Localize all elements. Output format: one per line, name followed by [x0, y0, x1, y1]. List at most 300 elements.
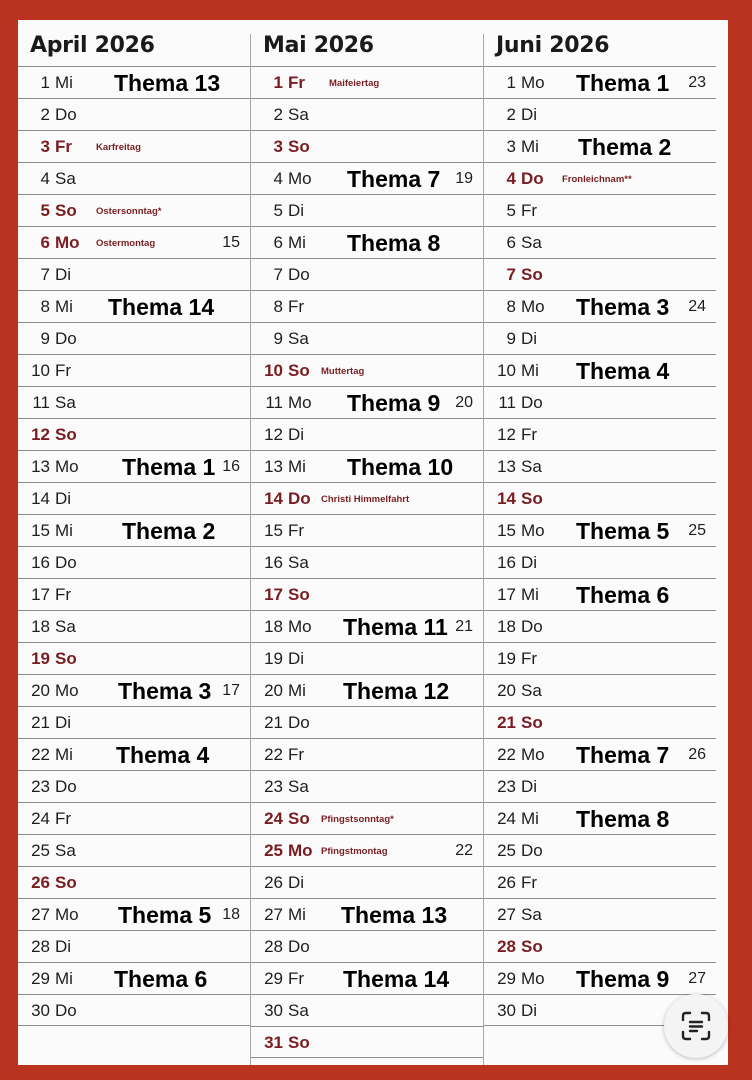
day-row — [251, 450, 483, 482]
day-row — [18, 450, 250, 482]
day-number: 1 — [506, 73, 516, 92]
day-number: 30 — [264, 1001, 283, 1020]
weekday: Mi — [288, 457, 306, 476]
weekday: Mi — [521, 809, 539, 828]
day-list — [251, 66, 483, 1058]
weekday: Mo — [55, 457, 79, 476]
day-number: 29 — [497, 969, 516, 988]
day-number: 12 — [497, 425, 516, 444]
weekday: Di — [521, 105, 538, 124]
month-title: Mai 2026 — [263, 33, 374, 58]
day-number: 20 — [31, 681, 50, 700]
topic-label: Thema 4 — [116, 742, 210, 768]
day-row — [18, 290, 250, 322]
day-row — [251, 98, 483, 130]
weekday: Di — [521, 553, 538, 572]
week-number: 24 — [688, 298, 706, 315]
day-number: 14 — [31, 489, 50, 508]
weekday: Do — [288, 265, 310, 284]
weekday: So — [288, 585, 310, 604]
weekday: Di — [521, 777, 538, 796]
day-number: 30 — [497, 1001, 516, 1020]
day-number: 24 — [497, 809, 516, 828]
day-number: 16 — [264, 553, 283, 572]
weekday: Mo — [521, 521, 545, 540]
day-row — [251, 1026, 483, 1058]
day-number: 15 — [31, 521, 50, 540]
day-number: 3 — [40, 137, 50, 156]
weekday: So — [288, 1033, 310, 1052]
day-number: 21 — [264, 713, 283, 732]
weekday: Sa — [288, 105, 309, 124]
topic-label: Thema 13 — [114, 70, 221, 96]
day-number: 31 — [264, 1033, 283, 1052]
day-row — [484, 66, 716, 98]
day-number: 3 — [506, 137, 516, 156]
week-number: 22 — [455, 842, 473, 859]
weekday: Di — [288, 649, 305, 668]
month-header — [484, 20, 716, 66]
weekday: So — [521, 713, 543, 732]
day-row — [251, 770, 483, 802]
weekday: Do — [521, 617, 543, 636]
day-number: 8 — [506, 297, 516, 316]
day-row — [251, 898, 483, 930]
holiday-name: Ostersonntag* — [96, 206, 162, 217]
weekday: Mi — [521, 137, 539, 156]
day-row — [484, 642, 716, 674]
day-number: 23 — [264, 777, 283, 796]
day-row — [18, 642, 250, 674]
day-number: 16 — [31, 553, 50, 572]
weekday: Di — [521, 329, 538, 348]
day-number: 10 — [497, 361, 516, 380]
month-column-april — [18, 20, 250, 1065]
day-row — [251, 482, 483, 514]
day-list — [18, 66, 250, 1026]
day-number: 11 — [32, 393, 50, 412]
day-row — [484, 706, 716, 738]
day-number: 21 — [31, 713, 50, 732]
day-number: 9 — [273, 329, 283, 348]
day-row — [251, 674, 483, 706]
day-row — [251, 386, 483, 418]
day-number: 18 — [31, 617, 50, 636]
month-header — [251, 20, 483, 66]
weekday: Sa — [521, 681, 542, 700]
day-row — [18, 386, 250, 418]
weekday: Do — [288, 937, 310, 956]
weekday: Mo — [55, 233, 80, 252]
day-number: 25 — [31, 841, 50, 860]
day-number: 24 — [264, 809, 283, 828]
weekday: Mo — [288, 169, 312, 188]
day-row — [484, 98, 716, 130]
day-number: 28 — [264, 937, 283, 956]
holiday-name: Muttertag — [321, 366, 365, 377]
day-number: 6 — [273, 233, 283, 252]
topic-label: Thema 4 — [576, 358, 670, 384]
day-row — [251, 258, 483, 290]
day-number: 26 — [497, 873, 516, 892]
day-row — [18, 834, 250, 866]
day-number: 14 — [264, 489, 283, 508]
day-row — [18, 66, 250, 98]
day-row — [18, 994, 250, 1026]
weekday: Di — [55, 937, 72, 956]
day-number: 20 — [264, 681, 283, 700]
weekday: Mi — [55, 745, 73, 764]
day-row — [484, 482, 716, 514]
day-row — [251, 930, 483, 962]
day-row — [251, 322, 483, 354]
day-row — [484, 866, 716, 898]
weekday: Mo — [55, 681, 79, 700]
topic-label: Thema 2 — [578, 134, 672, 160]
day-row — [18, 226, 250, 258]
day-number: 4 — [40, 169, 50, 188]
day-row — [251, 642, 483, 674]
day-row — [18, 322, 250, 354]
month-title: April 2026 — [30, 33, 155, 58]
weekday: Do — [288, 489, 311, 508]
day-row — [18, 674, 250, 706]
day-row — [251, 866, 483, 898]
day-row — [18, 418, 250, 450]
weekday: So — [288, 137, 310, 156]
topic-label: Thema 1 — [122, 454, 216, 480]
weekday: Do — [521, 169, 544, 188]
day-row — [18, 514, 250, 546]
day-number: 14 — [497, 489, 516, 508]
day-number: 11 — [265, 393, 283, 412]
day-row — [484, 258, 716, 290]
day-number: 27 — [264, 905, 283, 924]
week-number: 16 — [222, 458, 240, 475]
day-number: 9 — [506, 329, 516, 348]
day-number: 5 — [273, 201, 283, 220]
week-number: 15 — [222, 234, 240, 251]
week-number: 20 — [455, 394, 473, 411]
day-row — [18, 962, 250, 994]
live-text-button[interactable] — [664, 994, 728, 1058]
day-number: 17 — [497, 585, 516, 604]
day-number: 6 — [40, 233, 50, 252]
day-number: 7 — [273, 265, 283, 284]
day-row — [18, 162, 250, 194]
day-number: 16 — [497, 553, 516, 572]
holiday-name: Christi Himmelfahrt — [321, 494, 410, 505]
day-row — [18, 770, 250, 802]
day-number: 22 — [497, 745, 516, 764]
weekday: So — [521, 265, 543, 284]
day-number: 2 — [506, 105, 516, 124]
day-row — [18, 546, 250, 578]
weekday: Fr — [288, 73, 305, 92]
day-row — [484, 770, 716, 802]
weekday: Mo — [521, 745, 545, 764]
weekday: So — [521, 489, 543, 508]
day-row — [18, 866, 250, 898]
day-number: 26 — [31, 873, 50, 892]
day-row — [484, 578, 716, 610]
day-row — [251, 354, 483, 386]
weekday: Mi — [55, 297, 73, 316]
day-row — [18, 258, 250, 290]
day-row — [484, 898, 716, 930]
topic-label: Thema 7 — [347, 166, 441, 192]
day-row — [251, 994, 483, 1026]
day-number: 1 — [40, 73, 50, 92]
weekday: Mi — [55, 521, 73, 540]
topic-label: Thema 5 — [576, 518, 670, 544]
day-row — [251, 514, 483, 546]
day-number: 15 — [264, 521, 283, 540]
day-number: 4 — [506, 169, 516, 188]
day-row — [484, 354, 716, 386]
day-number: 13 — [497, 457, 516, 476]
day-number: 24 — [31, 809, 50, 828]
month-header — [18, 20, 250, 66]
week-number: 17 — [222, 682, 240, 699]
weekday: So — [55, 873, 77, 892]
day-row — [251, 194, 483, 226]
weekday: Do — [55, 105, 77, 124]
day-number: 7 — [40, 265, 50, 284]
day-number: 10 — [264, 361, 283, 380]
topic-label: Thema 12 — [343, 678, 450, 704]
day-row — [484, 290, 716, 322]
weekday: Mo — [521, 969, 545, 988]
weekday: Do — [55, 777, 77, 796]
day-number: 17 — [264, 585, 283, 604]
weekday: Mi — [55, 969, 73, 988]
weekday: Di — [55, 713, 72, 732]
holiday-name: Maifeiertag — [329, 78, 380, 89]
topic-label: Thema 8 — [347, 230, 441, 256]
day-row — [18, 706, 250, 738]
weekday: So — [55, 425, 77, 444]
day-number: 12 — [31, 425, 50, 444]
day-row — [484, 546, 716, 578]
day-row — [251, 66, 483, 98]
weekday: Sa — [521, 905, 542, 924]
weekday: Fr — [55, 137, 72, 156]
day-row — [18, 738, 250, 770]
topic-label: Thema 14 — [343, 966, 450, 992]
day-number: 21 — [497, 713, 516, 732]
weekday: Mo — [288, 841, 313, 860]
weekday: Do — [55, 1001, 77, 1020]
week-number: 18 — [222, 906, 240, 923]
day-row — [484, 962, 716, 994]
day-number: 15 — [497, 521, 516, 540]
weekday: Mo — [521, 73, 545, 92]
day-number: 19 — [31, 649, 50, 668]
topic-label: Thema 7 — [576, 742, 670, 768]
day-number: 28 — [31, 937, 50, 956]
day-row — [251, 834, 483, 866]
day-number: 19 — [264, 649, 283, 668]
week-number: 21 — [455, 618, 473, 635]
weekday: Do — [288, 713, 310, 732]
day-number: 18 — [264, 617, 283, 636]
day-row — [18, 354, 250, 386]
day-row — [251, 418, 483, 450]
weekday: Sa — [521, 457, 542, 476]
day-row — [484, 610, 716, 642]
day-number: 22 — [264, 745, 283, 764]
day-number: 12 — [264, 425, 283, 444]
day-row — [484, 226, 716, 258]
holiday-name: Karfreitag — [96, 142, 141, 153]
day-row — [251, 706, 483, 738]
day-row — [251, 546, 483, 578]
day-number: 10 — [31, 361, 50, 380]
day-list — [484, 66, 716, 1026]
day-row — [484, 322, 716, 354]
weekday: Mo — [521, 297, 545, 316]
topic-label: Thema 5 — [118, 902, 212, 928]
day-number: 8 — [273, 297, 283, 316]
day-number: 18 — [497, 617, 516, 636]
day-row — [251, 130, 483, 162]
day-row — [18, 194, 250, 226]
weekday: Di — [55, 265, 72, 284]
day-number: 30 — [31, 1001, 50, 1020]
day-number: 13 — [264, 457, 283, 476]
holiday-name: Ostermontag — [96, 238, 156, 249]
day-row — [484, 738, 716, 770]
day-number: 5 — [40, 201, 50, 220]
day-number: 29 — [31, 969, 50, 988]
day-row — [18, 578, 250, 610]
weekday: Fr — [521, 201, 538, 220]
day-number: 20 — [497, 681, 516, 700]
weekday: Fr — [288, 745, 305, 764]
weekday: So — [55, 201, 77, 220]
month-column-june — [484, 20, 716, 1065]
topic-label: Thema 9 — [347, 390, 441, 416]
weekday: Di — [55, 489, 72, 508]
weekday: Do — [521, 393, 543, 412]
topic-label: Thema 9 — [576, 966, 670, 992]
weekday: So — [288, 809, 310, 828]
day-row — [484, 386, 716, 418]
topic-label: Thema 11 — [343, 614, 448, 640]
weekday: Do — [55, 553, 77, 572]
day-row — [18, 98, 250, 130]
weekday: Mo — [55, 905, 79, 924]
day-number: 6 — [506, 233, 516, 252]
day-number: 7 — [506, 265, 516, 284]
day-number: 17 — [31, 585, 50, 604]
weekday: Sa — [521, 233, 542, 252]
day-row — [18, 930, 250, 962]
day-row — [484, 162, 716, 194]
day-number: 11 — [498, 393, 516, 412]
weekday: Fr — [55, 809, 72, 828]
day-number: 3 — [273, 137, 283, 156]
day-number: 27 — [497, 905, 516, 924]
weekday: Sa — [55, 617, 76, 636]
weekday: Di — [288, 425, 305, 444]
weekday: Fr — [288, 969, 305, 988]
holiday-name: Fronleichnam** — [562, 174, 632, 185]
week-number: 27 — [688, 970, 706, 987]
topic-label: Thema 8 — [576, 806, 670, 832]
weekday: Fr — [521, 425, 538, 444]
day-row — [484, 418, 716, 450]
day-number: 26 — [264, 873, 283, 892]
weekday: Mi — [288, 233, 306, 252]
weekday: Sa — [288, 1001, 309, 1020]
day-number: 27 — [31, 905, 50, 924]
day-row — [484, 450, 716, 482]
day-number: 5 — [506, 201, 516, 220]
weekday: Mi — [55, 73, 73, 92]
day-row — [18, 610, 250, 642]
day-row — [484, 674, 716, 706]
day-number: 8 — [40, 297, 50, 316]
day-number: 2 — [273, 105, 283, 124]
scan-text-icon — [681, 1011, 711, 1041]
day-row — [251, 162, 483, 194]
week-number: 19 — [455, 170, 473, 187]
day-row — [18, 482, 250, 514]
day-row — [251, 290, 483, 322]
day-number: 9 — [40, 329, 50, 348]
weekday: So — [55, 649, 77, 668]
weekday: Sa — [288, 777, 309, 796]
weekday: Mi — [521, 361, 539, 380]
day-row — [484, 514, 716, 546]
day-number: 25 — [264, 841, 283, 860]
day-number: 28 — [497, 937, 516, 956]
week-number: 25 — [688, 522, 706, 539]
day-row — [484, 130, 716, 162]
holiday-name: Pfingstmontag — [321, 846, 388, 857]
day-row — [251, 226, 483, 258]
day-row — [251, 962, 483, 994]
weekday: Di — [521, 1001, 538, 1020]
topic-label: Thema 3 — [576, 294, 670, 320]
day-number: 22 — [31, 745, 50, 764]
topic-label: Thema 3 — [118, 678, 212, 704]
holiday-name: Pfingstsonntag* — [321, 814, 394, 825]
day-number: 19 — [497, 649, 516, 668]
day-number: 23 — [497, 777, 516, 796]
weekday: Fr — [288, 297, 305, 316]
topic-label: Thema 2 — [122, 518, 216, 544]
day-row — [251, 578, 483, 610]
month-title: Juni 2026 — [496, 33, 610, 58]
day-row — [251, 738, 483, 770]
weekday: Mi — [521, 585, 539, 604]
day-number: 4 — [273, 169, 283, 188]
weekday: So — [288, 361, 310, 380]
day-row — [18, 898, 250, 930]
weekday: Do — [521, 841, 543, 860]
day-number: 25 — [497, 841, 516, 860]
week-number: 26 — [688, 746, 706, 763]
weekday: Mo — [288, 393, 312, 412]
day-row — [251, 802, 483, 834]
weekday: Do — [55, 329, 77, 348]
day-row — [484, 802, 716, 834]
weekday: Mi — [288, 905, 306, 924]
weekday: Sa — [288, 553, 309, 572]
